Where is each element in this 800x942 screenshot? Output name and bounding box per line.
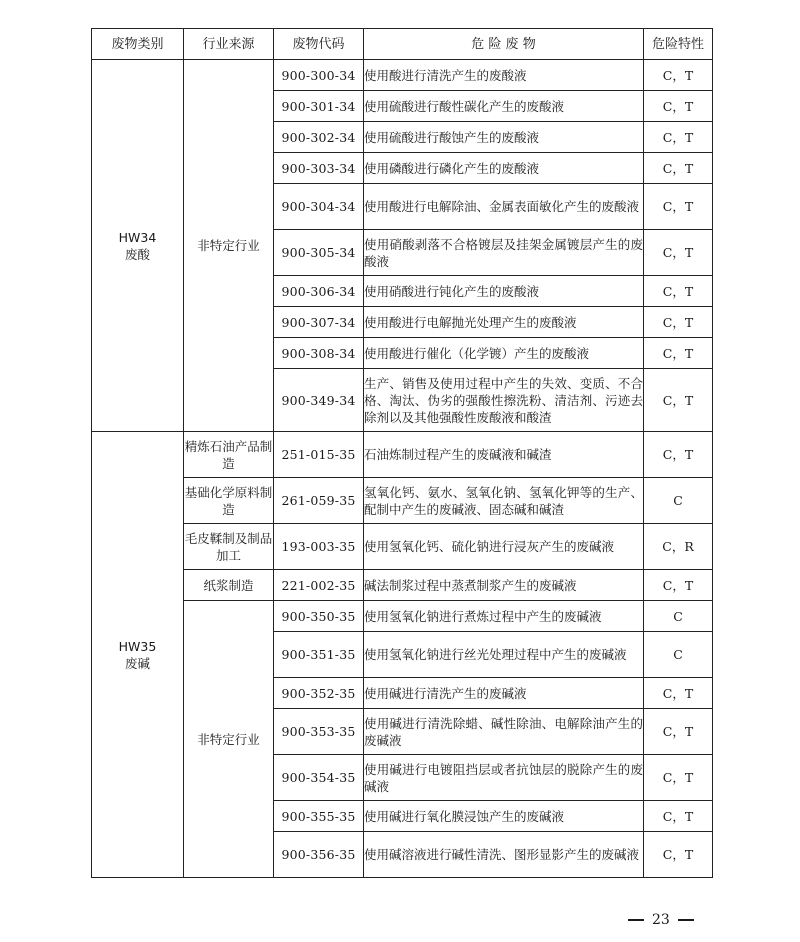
hazard-property: C，T xyxy=(644,678,713,709)
waste-description: 使用硫酸进行酸性碳化产生的废酸液 xyxy=(364,91,644,122)
waste-code: 900-304-34 xyxy=(274,184,364,230)
hazard-property: C xyxy=(644,632,713,678)
hazard-property: C xyxy=(644,478,713,524)
waste-description: 使用硝酸进行钝化产生的废酸液 xyxy=(364,276,644,307)
waste-code: 900-306-34 xyxy=(274,276,364,307)
hazard-property: C，T xyxy=(644,832,713,878)
hazard-property: C，T xyxy=(644,432,713,478)
hazard-property: C，T xyxy=(644,369,713,432)
hazardous-waste-table xyxy=(91,28,713,878)
waste-description: 使用硝酸剥落不合格镀层及挂架金属镀层产生的废酸液 xyxy=(364,230,644,276)
category-hw35: HW35 废碱 xyxy=(118,638,157,671)
waste-code: 900-352-35 xyxy=(274,678,364,709)
waste-code: 900-353-35 xyxy=(274,709,364,755)
waste-code: 900-307-34 xyxy=(274,307,364,338)
waste-description: 使用氢氧化钠进行煮炼过程中产生的废碱液 xyxy=(364,601,644,632)
source-cell: 基础化学原料制造 xyxy=(184,478,274,524)
hazard-property: C，T xyxy=(644,60,713,91)
page-number xyxy=(620,912,702,928)
waste-description: 使用酸进行电解除油、金属表面敏化产生的废酸液 xyxy=(364,184,644,230)
category-hw34: HW34 废酸 xyxy=(118,229,157,262)
category-cell xyxy=(92,60,184,432)
hazard-property: C，T xyxy=(644,230,713,276)
waste-description: 石油炼制过程产生的废碱液和碱渣 xyxy=(364,432,644,478)
waste-description: 使用酸进行催化（化学镀）产生的废酸液 xyxy=(364,338,644,369)
table-row xyxy=(92,524,713,570)
waste-code: 900-351-35 xyxy=(274,632,364,678)
header-waste: 危 险 废 物 xyxy=(364,29,644,60)
hazard-property: C，T xyxy=(644,184,713,230)
source-cell: 毛皮鞣制及制品加工 xyxy=(184,524,274,570)
waste-code: 900-308-34 xyxy=(274,338,364,369)
category-cell xyxy=(92,432,184,878)
waste-description: 使用酸进行电解抛光处理产生的废酸液 xyxy=(364,307,644,338)
source-cell: 非特定行业 xyxy=(184,60,274,432)
hazard-property: C，T xyxy=(644,338,713,369)
waste-code: 900-305-34 xyxy=(274,230,364,276)
waste-code: 900-355-35 xyxy=(274,801,364,832)
waste-description: 使用硫酸进行酸蚀产生的废酸液 xyxy=(364,122,644,153)
waste-code: 900-302-34 xyxy=(274,122,364,153)
waste-description: 使用碱溶液进行碱性清洗、图形显影产生的废碱液 xyxy=(364,832,644,878)
waste-description: 使用氢氧化钙、硫化钠进行浸灰产生的废碱液 xyxy=(364,524,644,570)
table-row xyxy=(92,570,713,601)
header-source: 行业来源 xyxy=(184,29,274,60)
waste-code: 251-015-35 xyxy=(274,432,364,478)
waste-description: 碱法制浆过程中蒸煮制浆产生的废碱液 xyxy=(364,570,644,601)
waste-description: 使用碱进行电镀阻挡层或者抗蚀层的脱除产生的废碱液 xyxy=(364,755,644,801)
waste-code: 900-356-35 xyxy=(274,832,364,878)
source-cell: 非特定行业 xyxy=(184,601,274,878)
waste-code: 900-301-34 xyxy=(274,91,364,122)
waste-description: 使用磷酸进行磷化产生的废酸液 xyxy=(364,153,644,184)
header-code: 废物代码 xyxy=(274,29,364,60)
waste-description: 生产、销售及使用过程中产生的失效、变质、不合格、淘汰、伪劣的强酸性擦洗粉、清洁剂、污迹去除剂以及其他强酸性废酸液和酸渣 xyxy=(364,369,644,432)
header-property: 危险特性 xyxy=(644,29,713,60)
waste-code: 900-350-35 xyxy=(274,601,364,632)
waste-code: 900-303-34 xyxy=(274,153,364,184)
waste-code: 193-003-35 xyxy=(274,524,364,570)
dash-right xyxy=(678,919,694,921)
waste-code: 261-059-35 xyxy=(274,478,364,524)
header-category: 废物类别 xyxy=(92,29,184,60)
waste-description: 使用酸进行清洗产生的废酸液 xyxy=(364,60,644,91)
source-cell: 精炼石油产品制造 xyxy=(184,432,274,478)
waste-description: 使用氢氧化钠进行丝光处理过程中产生的废碱液 xyxy=(364,632,644,678)
waste-description: 使用碱进行氧化膜浸蚀产生的废碱液 xyxy=(364,801,644,832)
waste-code: 900-349-34 xyxy=(274,369,364,432)
waste-code: 221-002-35 xyxy=(274,570,364,601)
hazard-property: C，T xyxy=(644,153,713,184)
waste-description: 使用碱进行清洗产生的废碱液 xyxy=(364,678,644,709)
hazard-property: C，T xyxy=(644,801,713,832)
hazard-property: C，T xyxy=(644,276,713,307)
table-row xyxy=(92,478,713,524)
page-number-text: 23 xyxy=(652,912,670,928)
waste-description: 使用碱进行清洗除蜡、碱性除油、电解除油产生的废碱液 xyxy=(364,709,644,755)
dash-left xyxy=(628,919,644,921)
table-header-row xyxy=(92,29,713,60)
waste-code: 900-354-35 xyxy=(274,755,364,801)
hazard-property: C，T xyxy=(644,307,713,338)
hazard-property: C，R xyxy=(644,524,713,570)
waste-code: 900-300-34 xyxy=(274,60,364,91)
hazard-property: C，T xyxy=(644,122,713,153)
hazard-property: C，T xyxy=(644,91,713,122)
table-row xyxy=(92,432,713,478)
table-row xyxy=(92,601,713,632)
hazard-property: C，T xyxy=(644,570,713,601)
source-cell: 纸浆制造 xyxy=(184,570,274,601)
waste-description: 氢氧化钙、氨水、氢氧化钠、氢氧化钾等的生产、配制中产生的废碱液、固态碱和碱渣 xyxy=(364,478,644,524)
hazard-property: C xyxy=(644,601,713,632)
table-row xyxy=(92,60,713,91)
hazard-property: C，T xyxy=(644,755,713,801)
hazard-property: C，T xyxy=(644,709,713,755)
